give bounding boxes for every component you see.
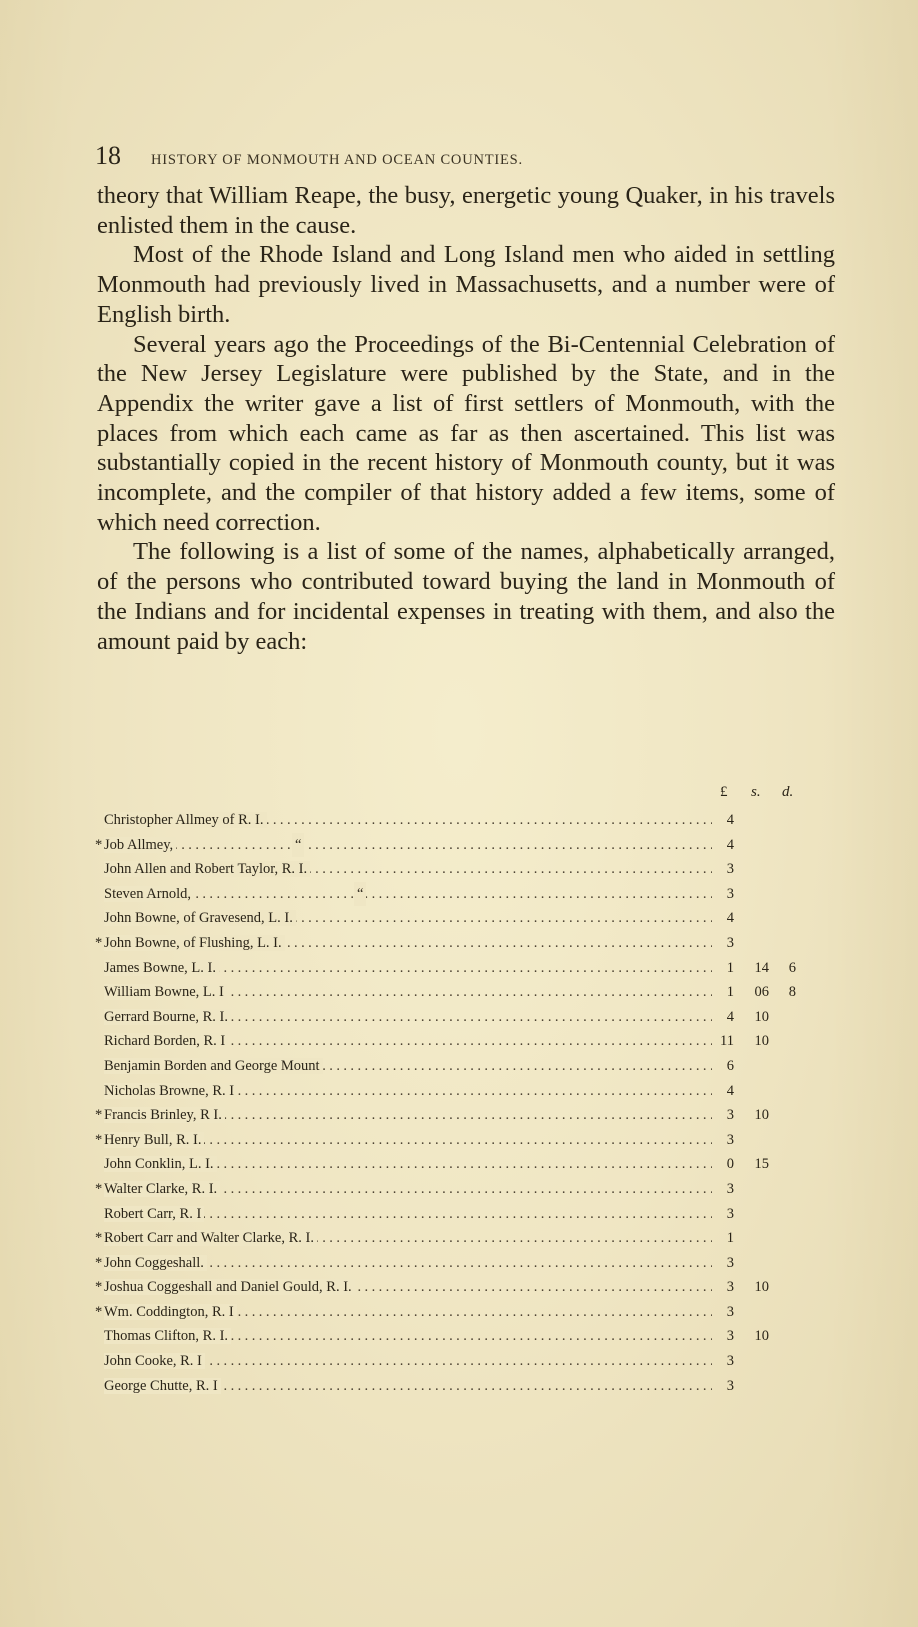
asterisk-marker: * <box>95 1180 103 1197</box>
contributor-name: James Bowne, L. I. <box>104 960 219 976</box>
ledger-row <box>95 1103 804 1128</box>
contributor-name: Henry Bull, R. I. <box>104 1132 204 1148</box>
ledger-row <box>104 1324 804 1349</box>
ledger-row <box>104 980 804 1005</box>
contributor-name: Nicholas Browne, R. I <box>104 1083 237 1099</box>
amount-shillings: 14 <box>754 959 769 976</box>
ledger-row <box>95 833 804 858</box>
amount-pounds: 3 <box>726 1205 734 1222</box>
dot-leader <box>104 833 712 858</box>
contributor-name: Christopher Allmey of R. I. <box>104 812 267 828</box>
amount-pounds: 3 <box>726 1328 734 1345</box>
ledger-row <box>95 1300 804 1325</box>
running-title: HISTORY OF MONMOUTH AND OCEAN COUNTIES. <box>151 152 523 168</box>
contributor-name: Gerrard Bourne, R. I. <box>104 1009 231 1025</box>
ledger-row <box>104 1152 804 1177</box>
asterisk-marker: * <box>95 1254 103 1271</box>
contributor-name: Thomas Clifton, R. I. <box>104 1328 231 1344</box>
asterisk-marker: * <box>95 1230 103 1247</box>
column-header-pence: d. <box>782 784 794 800</box>
contributor-name: Walter Clarke, R. I. <box>104 1181 220 1197</box>
contributor-name: Wm. Coddington, R. I <box>104 1304 237 1320</box>
contributor-name: John Allen and Robert Taylor, R. I. <box>104 861 310 877</box>
amount-pounds: 6 <box>726 1057 734 1074</box>
ledger-row <box>104 857 804 882</box>
contributors-ledger <box>95 784 804 1398</box>
ledger-row <box>104 906 804 931</box>
contributor-name: Robert Carr and Walter Clarke, R. I. <box>104 1230 317 1246</box>
amount-shillings: 10 <box>754 1328 769 1345</box>
contributor-name: John Coggeshall. <box>104 1255 207 1271</box>
contributor-name: George Chutte, R. I <box>104 1378 221 1394</box>
ledger-row <box>104 882 804 907</box>
page-number: 18 <box>95 141 121 170</box>
amount-shillings: 10 <box>754 1279 769 1296</box>
ledger-row <box>95 1251 804 1276</box>
paragraph: Most of the Rhode Island and Long Island men who aided in settling Monmouth had previously lived in Massachusetts, and a number were of English birth. <box>97 241 835 328</box>
amount-pence: 6 <box>788 959 796 976</box>
dot-leader <box>104 882 712 907</box>
contributor-name: John Bowne, of Flushing, L. I. <box>104 935 285 951</box>
ditto-mark: “ <box>292 833 304 858</box>
amount-shillings: 06 <box>754 984 769 1001</box>
amount-shillings: 10 <box>754 1107 769 1124</box>
contributor-name: Francis Brinley, R I. <box>104 1107 225 1123</box>
ledger-row <box>104 1202 804 1227</box>
column-header-pounds: £ <box>720 784 728 800</box>
amount-pounds: 1 <box>726 959 734 976</box>
paragraph: The following is a list of some of the names, alphabetically arranged, of the persons who contributed toward buying the land in Monmouth of the Indians and for incidental expenses in treating with them, and also the amount paid by each: <box>97 538 835 655</box>
ledger-row <box>104 1054 804 1079</box>
body-text <box>97 181 835 656</box>
ditto-mark: “ <box>354 882 366 907</box>
asterisk-marker: * <box>95 1107 103 1124</box>
asterisk-marker: * <box>95 1131 103 1148</box>
contributor-name: Joshua Coggeshall and Daniel Gould, R. I. <box>104 1279 355 1295</box>
amount-pounds: 3 <box>726 1107 734 1124</box>
contributor-name: Benjamin Borden and George Mount <box>104 1058 323 1074</box>
amount-pounds: 4 <box>726 1008 734 1025</box>
asterisk-marker: * <box>95 1303 103 1320</box>
amount-pounds: 3 <box>726 1279 734 1296</box>
amount-pounds: 3 <box>726 1377 734 1394</box>
amount-pounds: 3 <box>726 1254 734 1271</box>
amount-pounds: 4 <box>726 812 734 828</box>
amount-pounds: 3 <box>726 1180 734 1197</box>
contributor-name: John Cooke, R. I <box>104 1353 205 1369</box>
amount-pounds: 1 <box>726 984 734 1001</box>
ledger-row <box>104 956 804 981</box>
ledger-row <box>104 1374 804 1399</box>
ledger-row <box>104 808 804 833</box>
asterisk-marker: * <box>95 934 103 951</box>
contributor-name: William Bowne, L. I <box>104 984 227 1000</box>
amount-pounds: 11 <box>720 1033 734 1050</box>
ledger-row <box>95 1226 804 1251</box>
contributor-name: Richard Borden, R. I <box>104 1033 228 1049</box>
amount-shillings: 10 <box>754 1033 769 1050</box>
ledger-header <box>104 784 804 808</box>
ledger-row <box>95 1177 804 1202</box>
contributor-name: John Bowne, of Gravesend, L. I. <box>104 910 296 926</box>
asterisk-marker: * <box>95 836 103 853</box>
amount-pounds: 4 <box>726 1082 734 1099</box>
amount-pounds: 3 <box>726 934 734 951</box>
ledger-row <box>104 1079 804 1104</box>
paragraph: Several years ago the Proceedings of the Bi-Centennial Celebration of the New Jersey Legislature were published by the State, and in the Appendix the writer gave a list of first settlers of Monmouth, with the places from which each came as far as then ascertained. This list was substantially copied in the recent history of Monmouth county, but it was incomplete, and the compiler of that history added a few items, some of which need correction. <box>97 330 835 536</box>
ledger-row <box>104 1349 804 1374</box>
contributor-name: Steven Arnold, <box>104 886 194 902</box>
amount-shillings: 15 <box>754 1156 769 1173</box>
running-head <box>95 141 835 171</box>
asterisk-marker: * <box>95 1279 103 1296</box>
ledger-row <box>104 1005 804 1030</box>
amount-pounds: 3 <box>726 885 734 902</box>
amount-pounds: 3 <box>726 861 734 878</box>
ledger-row <box>95 931 804 956</box>
amount-pounds: 4 <box>726 910 734 927</box>
contributor-name: Job Allmey, <box>104 837 176 853</box>
contributor-name: John Conklin, L. I. <box>104 1156 217 1172</box>
column-header-shillings: s. <box>751 784 761 800</box>
amount-pounds: 3 <box>726 1353 734 1370</box>
amount-shillings: 10 <box>754 1008 769 1025</box>
amount-pounds: 3 <box>726 1131 734 1148</box>
amount-pence: 8 <box>788 984 796 1001</box>
ledger-rows <box>95 808 804 1398</box>
amount-pounds: 0 <box>726 1156 734 1173</box>
contributor-name: Robert Carr, R. I <box>104 1206 204 1222</box>
paragraph: theory that William Reape, the busy, energetic young Quaker, in his travels enlisted them in the cause. <box>97 182 835 239</box>
ledger-row <box>95 1275 804 1300</box>
amount-pounds: 1 <box>726 1230 734 1247</box>
ledger-row <box>95 1128 804 1153</box>
ledger-row <box>104 1029 804 1054</box>
amount-pounds: 3 <box>726 1303 734 1320</box>
amount-pounds: 4 <box>726 836 734 853</box>
